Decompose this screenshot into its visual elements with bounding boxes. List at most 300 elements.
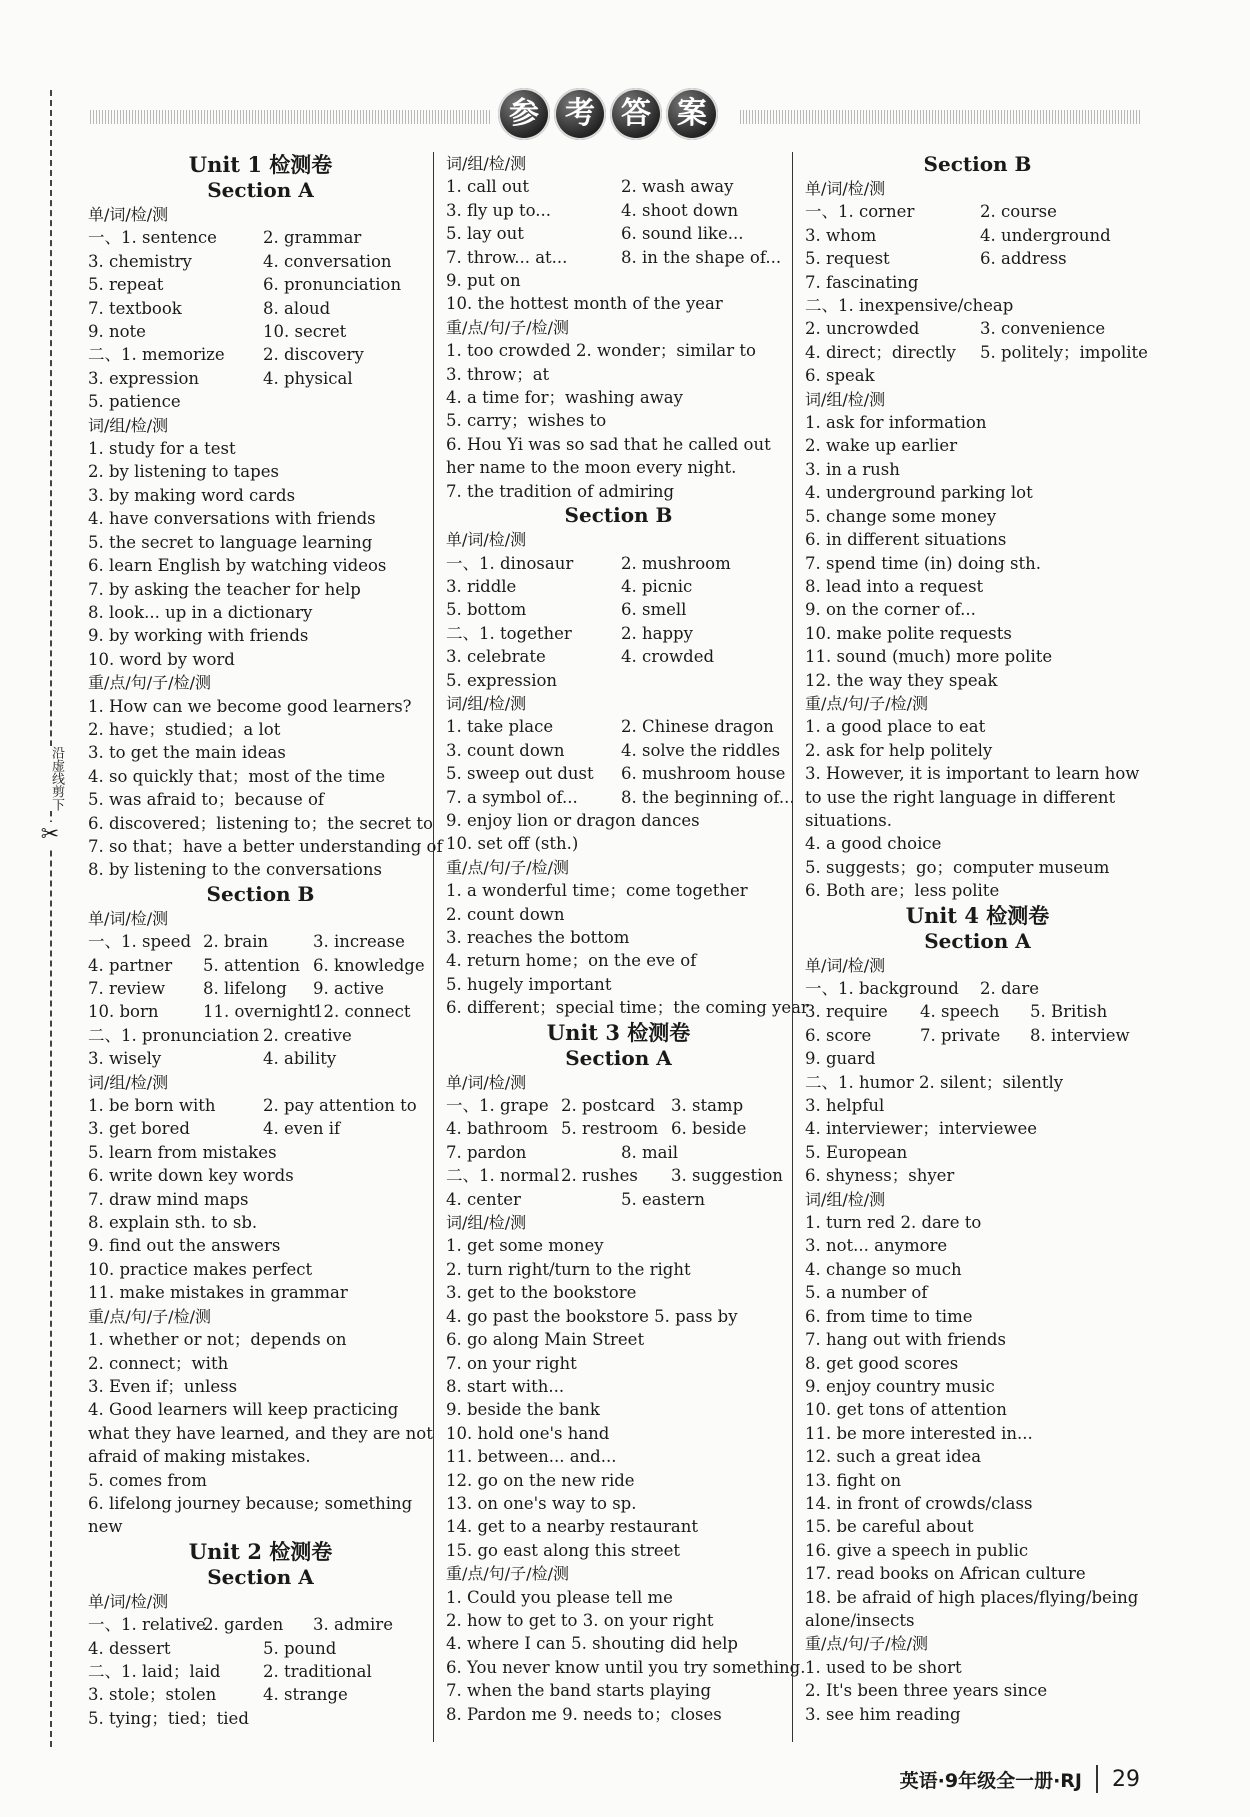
- answer-line: 7. hang out with friends: [805, 1330, 1006, 1350]
- subsection-label: 单/词/检/测: [805, 955, 886, 975]
- answer-line: 10. make polite requests: [805, 623, 1012, 643]
- answer-row: [446, 246, 791, 269]
- answer-line: 4. interviewer；interviewee: [805, 1119, 1038, 1139]
- answer-line: 4. where I can 5. shouting did help: [446, 1634, 738, 1654]
- footer-book-title: 英语·9年级全一册·RJ: [899, 1769, 1082, 1792]
- answer-line: 15. be careful about: [805, 1517, 974, 1537]
- answer-column-2: [446, 152, 809, 1726]
- subsection-label: 单/词/检/测: [446, 1072, 527, 1092]
- answer-row: [446, 1141, 791, 1164]
- subsection-label: 单/词/检/测: [88, 908, 169, 928]
- answer-item: 2. discovery: [263, 345, 364, 365]
- answer-line: 7. the tradition of admiring: [446, 481, 675, 501]
- answer-item: 3. stole；stolen: [88, 1685, 217, 1705]
- answer-row: [88, 297, 433, 320]
- answer-line: 6. lifelong journey because; something new: [88, 1493, 413, 1537]
- answer-row: [805, 1024, 1150, 1047]
- answer-line: 2. ask for help politely: [805, 740, 993, 760]
- answer-row: [446, 622, 791, 645]
- answer-line: 5. was afraid to；because of: [88, 790, 325, 810]
- answer-row: [805, 977, 1150, 1000]
- answer-item: 5. attention: [203, 955, 300, 975]
- answer-item: 4. even if: [263, 1119, 341, 1139]
- answer-row: [88, 226, 433, 249]
- answer-line: 9. put on: [446, 271, 521, 291]
- answer-line: 9. beside the bank: [446, 1400, 600, 1420]
- banner-char: 案: [666, 88, 718, 140]
- cut-label: 沿虚线剪下: [36, 746, 64, 811]
- answer-line: 6. in different situations: [805, 530, 1007, 550]
- answer-line: 7. so that；have a better understanding of: [88, 836, 443, 856]
- unit-heading: Unit 3 检测卷: [546, 1019, 691, 1045]
- answer-line: 17. read books on African culture: [805, 1564, 1086, 1584]
- answer-item: 11. overnight: [203, 1002, 316, 1022]
- answer-line: 7. spend time (in) doing sth.: [805, 553, 1041, 573]
- answer-line: 8. by listening to the conversations: [88, 860, 382, 880]
- answer-line: 2. connect；with: [88, 1353, 229, 1373]
- answer-line: 5. a number of: [805, 1283, 928, 1303]
- answer-item: 1. be born with: [88, 1096, 216, 1116]
- answer-line: 6. Both are；less polite: [805, 881, 1000, 901]
- answer-line: 18. be afraid of high places/flying/being alone/insects: [805, 1587, 1139, 1630]
- answer-item: 3. fly up to...: [446, 200, 552, 220]
- answer-item: 一、1. corner: [805, 202, 915, 222]
- answer-line: 4. a time for；washing away: [446, 388, 683, 408]
- answer-line: 二、1. inexpensive/cheap: [805, 296, 1014, 316]
- answer-row: [446, 598, 791, 621]
- title-banner: [90, 88, 1140, 148]
- answer-item: 10. secret: [263, 322, 347, 342]
- answer-column-1: [88, 152, 443, 1730]
- answer-line: 13. fight on: [805, 1470, 902, 1490]
- answer-item: 10. born: [88, 1002, 159, 1022]
- answer-line: 2. turn right/turn to the right: [446, 1259, 691, 1279]
- answer-item: 8. lifelong: [203, 979, 287, 998]
- answer-row: [88, 1024, 433, 1047]
- answer-line: 10. get tons of attention: [805, 1400, 1007, 1420]
- answer-line: 3. helpful: [805, 1096, 885, 1116]
- answer-line: 12. go on the new ride: [446, 1470, 635, 1490]
- unit-heading: Unit 1 检测卷: [188, 152, 333, 177]
- answer-line: 10. the hottest month of the year: [446, 294, 723, 314]
- answer-row: [446, 739, 791, 762]
- subsection-label: 词/组/检/测: [446, 1213, 527, 1233]
- answer-row: [88, 1117, 433, 1140]
- answer-row: [88, 1683, 433, 1706]
- subsection-label: 单/词/检/测: [88, 205, 169, 224]
- subsection-label: 词/组/检/测: [805, 1189, 886, 1209]
- answer-line: 6. go along Main Street: [446, 1330, 645, 1350]
- answer-row: [88, 954, 433, 977]
- answer-item: 12. connect: [313, 1002, 411, 1022]
- answer-row: [88, 1637, 433, 1660]
- answer-item: 5. politely；impolite: [980, 342, 1148, 362]
- answer-line: 8. get good scores: [805, 1353, 959, 1373]
- answer-item: 3. expression: [88, 368, 200, 388]
- answer-item: 5. repeat: [88, 275, 164, 295]
- answer-item: 二、1. memorize: [88, 345, 225, 365]
- answer-line: 5. tying；tied；tied: [88, 1708, 249, 1728]
- answer-line: 5. patience: [88, 392, 181, 412]
- answer-item: 4. partner: [88, 955, 173, 975]
- answer-line: 7. by asking the teacher for help: [88, 579, 361, 599]
- subsection-label: 重/点/句/子/检/测: [805, 693, 928, 713]
- answer-item: 4. solve the riddles: [621, 740, 781, 760]
- answer-item: 一、1. sentence: [88, 228, 217, 248]
- answer-line: 11. make mistakes in grammar: [88, 1283, 348, 1303]
- answer-line: 1. get some money: [446, 1236, 604, 1256]
- answer-item: 7. textbook: [88, 298, 182, 318]
- answer-item: 7. pardon: [446, 1142, 527, 1162]
- answer-item: 3. convenience: [980, 319, 1106, 339]
- subsection-label: 重/点/句/子/检/测: [446, 317, 569, 337]
- answer-row: [805, 317, 1150, 340]
- scissors-icon: ✂: [37, 822, 63, 847]
- unit-heading: Unit 2 检测卷: [188, 1538, 333, 1564]
- answer-line: 3. get to the bookstore: [446, 1283, 637, 1303]
- answer-line: 1. study for a test: [88, 439, 236, 459]
- banner-title: [498, 88, 728, 144]
- answer-item: 8. interview: [1030, 1025, 1130, 1045]
- answer-line: 9. on the corner of...: [805, 600, 976, 620]
- answer-line: 11. between... and...: [446, 1447, 617, 1467]
- subsection-label: 重/点/句/子/检/测: [446, 857, 569, 877]
- answer-line: 4. Good learners will keep practicing what they have learned, and they are not afraid of making mistakes.: [88, 1400, 433, 1467]
- answer-row: [88, 1000, 433, 1023]
- answer-line: 7. when the band starts playing: [446, 1681, 712, 1701]
- answer-item: 8. in the shape of...: [621, 247, 782, 267]
- answer-item: 3. suggestion: [671, 1166, 783, 1186]
- answer-line: 3. However, it is important to learn how to use the right language in different situations.: [805, 764, 1140, 830]
- answer-line: 3. to get the main ideas: [88, 743, 286, 763]
- answer-item: 7. a symbol of...: [446, 787, 578, 807]
- answer-row: [88, 367, 433, 390]
- answer-line: 6. write down key words: [88, 1166, 294, 1186]
- answer-row: [446, 199, 791, 222]
- footer-divider: [1096, 1765, 1098, 1793]
- answer-item: 一、1. speed: [88, 932, 192, 952]
- answer-item: 二、1. together: [446, 623, 572, 643]
- section-heading: Section B: [564, 503, 673, 528]
- answer-line: 1. too crowded 2. wonder；similar to: [446, 341, 756, 361]
- answer-item: 6. pronunciation: [263, 275, 402, 295]
- answer-line: 3. throw；at: [446, 364, 550, 384]
- answer-item: 4. conversation: [263, 251, 392, 271]
- answer-item: 3. count down: [446, 740, 565, 760]
- answer-line: 3. in a rush: [805, 459, 900, 479]
- answer-item: 2. Chinese dragon: [621, 717, 774, 737]
- answer-row: [446, 786, 795, 809]
- answer-line: 16. give a speech in public: [805, 1540, 1029, 1560]
- answer-line: 3. by making word cards: [88, 485, 296, 505]
- section-heading: Section B: [923, 152, 1032, 176]
- answer-item: 3. whom: [805, 225, 877, 245]
- answer-line: 6. discovered；listening to；the secret to: [88, 813, 433, 833]
- answer-item: 4. picnic: [621, 576, 693, 596]
- answer-line: 5. comes from: [88, 1470, 207, 1490]
- answer-item: 2. brain: [203, 932, 269, 952]
- answer-line: 8. Pardon me 9. needs to；closes: [446, 1704, 722, 1724]
- answer-line: 6. different；special time；the coming year: [446, 998, 809, 1018]
- answer-item: 5. eastern: [621, 1189, 705, 1209]
- answer-item: 6. mushroom house: [621, 764, 786, 784]
- answer-line: 6. You never know until you try something.: [446, 1657, 806, 1677]
- answer-line: 6. from time to time: [805, 1306, 973, 1326]
- answer-line: 5. expression: [446, 670, 558, 690]
- answer-item: 4. crowded: [621, 647, 715, 667]
- answer-item: 6. beside: [671, 1119, 747, 1139]
- subsection-label: 词/组/检/测: [88, 415, 169, 435]
- answer-line: 3. Even if；unless: [88, 1376, 238, 1396]
- answer-line: 6. Hou Yi was so sad that he called out her name to the moon every night.: [446, 434, 771, 478]
- answer-item: 8. the beginning of...: [621, 787, 795, 807]
- answer-item: 4. center: [446, 1189, 521, 1209]
- answer-line: 8. look... up in a dictionary: [88, 602, 313, 622]
- answer-line: 1. How can we become good learners?: [88, 696, 412, 716]
- answer-row: [88, 1613, 433, 1636]
- banner-char: 答: [610, 88, 662, 140]
- subsection-label: 重/点/句/子/检/测: [88, 1306, 211, 1326]
- answer-item: 二、1. laid；laid: [88, 1661, 221, 1681]
- answer-line: 13. on one's way to sp.: [446, 1493, 637, 1513]
- answer-row: [446, 1094, 791, 1117]
- answer-line: 10. word by word: [88, 649, 235, 669]
- answer-row: [88, 320, 433, 343]
- answer-line: 10. set off (sth.): [446, 834, 579, 854]
- answer-item: 4. speech: [920, 1002, 1000, 1022]
- answer-line: 14. get to a nearby restaurant: [446, 1517, 699, 1537]
- answer-item: 4. shoot down: [621, 200, 739, 220]
- answer-line: 5. learn from mistakes: [88, 1142, 277, 1162]
- subsection-label: 单/词/检/测: [88, 1591, 169, 1611]
- answer-item: 6. smell: [621, 600, 687, 620]
- answer-line: 4. have conversations with friends: [88, 509, 376, 529]
- subsection-label: 词/组/检/测: [805, 389, 886, 409]
- answer-item: 9. active: [313, 979, 385, 998]
- answer-item: 6. address: [980, 249, 1067, 269]
- section-heading: Section A: [565, 1045, 672, 1070]
- answer-line: 4. return home；on the eve of: [446, 951, 697, 971]
- answer-item: 1. take place: [446, 717, 554, 737]
- answer-item: 3. wisely: [88, 1049, 162, 1069]
- answer-line: 12. such a great idea: [805, 1447, 982, 1467]
- answer-item: 3. riddle: [446, 576, 517, 596]
- answer-row: [446, 552, 791, 575]
- answer-item: 2. postcard: [561, 1096, 656, 1116]
- answer-item: 2. rushes: [561, 1166, 638, 1186]
- answer-row: [805, 200, 1150, 223]
- answer-item: 一、1. dinosaur: [446, 553, 574, 573]
- answer-line: 6. speak: [805, 366, 875, 386]
- answer-line: 9. guard: [805, 1049, 876, 1069]
- answer-line: 4. so quickly that；most of the time: [88, 766, 386, 786]
- answer-row: [805, 341, 1150, 364]
- column-divider: [792, 152, 793, 1742]
- page-footer: [900, 1765, 1140, 1793]
- answer-line: 10. hold one's hand: [446, 1423, 610, 1443]
- answer-item: 4. ability: [263, 1049, 337, 1069]
- banner-stripe-left: [90, 110, 490, 124]
- page-number: 29: [1112, 1766, 1140, 1792]
- answer-item: 2. mushroom: [621, 553, 731, 573]
- answer-item: 5. request: [805, 249, 890, 269]
- answer-item: 4. dessert: [88, 1638, 171, 1658]
- answer-line: 3. see him reading: [805, 1704, 961, 1724]
- answer-item: 5. restroom: [561, 1119, 659, 1139]
- subsection-label: 重/点/句/子/检/测: [88, 673, 211, 693]
- answer-row: [805, 247, 1150, 270]
- answer-item: 2. creative: [263, 1025, 352, 1045]
- answer-item: 7. throw... at...: [446, 247, 568, 267]
- answer-line: 1. a good place to eat: [805, 717, 986, 737]
- answer-row: [446, 1188, 791, 1211]
- answer-line: 5. hugely important: [446, 974, 612, 994]
- answer-item: 2. uncrowded: [805, 319, 920, 339]
- answer-item: 一、1. background: [805, 979, 959, 998]
- answer-item: 6. knowledge: [313, 955, 425, 975]
- answer-item: 8. aloud: [263, 298, 331, 318]
- answer-item: 6. score: [805, 1025, 872, 1045]
- answer-item: 一、1. relative: [88, 1615, 206, 1635]
- answer-item: 2. garden: [203, 1615, 284, 1635]
- subsection-label: 词/组/检/测: [88, 1072, 169, 1092]
- answer-line: 8. start with...: [446, 1376, 565, 1396]
- answer-item: 3. celebrate: [446, 647, 546, 667]
- answer-row: [88, 343, 433, 366]
- subsection-label: 重/点/句/子/检/测: [446, 1564, 569, 1584]
- answer-line: 7. fascinating: [805, 272, 919, 292]
- answer-row: [446, 1117, 791, 1140]
- answer-row: [88, 977, 433, 1000]
- answer-line: 14. in front of crowds/class: [805, 1493, 1033, 1513]
- answer-row: [446, 1164, 791, 1187]
- answer-line: 9. find out the answers: [88, 1236, 281, 1256]
- answer-item: 二、1. normal: [446, 1166, 560, 1186]
- answer-line: 1. Could you please tell me: [446, 1587, 673, 1607]
- answer-line: 7. draw mind maps: [88, 1189, 249, 1209]
- banner-char: 考: [554, 88, 606, 140]
- answer-item: 9. note: [88, 322, 146, 342]
- answer-item: 一、1. grape: [446, 1096, 549, 1116]
- answer-line: 8. lead into a request: [805, 576, 984, 596]
- answer-line: 8. explain sth. to sb.: [88, 1213, 258, 1233]
- section-heading: Section A: [207, 178, 314, 202]
- answer-line: 11. sound (much) more polite: [805, 647, 1053, 667]
- answer-item: 4. direct；directly: [805, 342, 956, 362]
- answer-line: 11. be more interested in...: [805, 1423, 1033, 1443]
- cut-dashed-line: [50, 90, 52, 1747]
- subsection-label: 单/词/检/测: [446, 530, 527, 550]
- answer-item: 6. sound like...: [621, 224, 744, 244]
- answer-line: 9. enjoy country music: [805, 1376, 995, 1396]
- answer-row: [446, 715, 791, 738]
- answer-line: 1. ask for information: [805, 413, 987, 433]
- answer-line: 5. the secret to language learning: [88, 532, 373, 552]
- answer-item: 2. happy: [621, 623, 693, 643]
- answer-row: [805, 224, 1150, 247]
- unit-heading: Unit 4 检测卷: [905, 902, 1050, 928]
- answer-line: 6. learn English by watching videos: [88, 556, 387, 576]
- answer-item: 4. physical: [263, 368, 353, 388]
- answer-line: 12. the way they speak: [805, 670, 998, 690]
- subsection-label: 重/点/句/子/检/测: [805, 1634, 928, 1654]
- answer-row: [88, 1660, 433, 1683]
- answer-line: 2. It's been three years since: [805, 1681, 1048, 1701]
- answer-line: 2. count down: [446, 904, 565, 924]
- answer-item: 5. sweep out dust: [446, 764, 594, 784]
- answer-row: [446, 645, 791, 668]
- answer-item: 5. British: [1030, 1002, 1108, 1022]
- answer-row: [88, 1047, 433, 1070]
- answer-line: 1. turn red 2. dare to: [805, 1213, 982, 1233]
- section-heading: Section A: [924, 928, 1031, 953]
- banner-char: 参: [498, 88, 550, 140]
- answer-line: 二、1. humor 2. silent；silently: [805, 1072, 1064, 1092]
- answer-item: 3. get bored: [88, 1119, 190, 1139]
- subsection-label: 词/组/检/测: [446, 154, 527, 173]
- column-divider: [433, 152, 434, 1742]
- answer-item: 4. strange: [263, 1685, 348, 1705]
- answer-item: 3. admire: [313, 1615, 393, 1635]
- section-heading: Section B: [206, 881, 315, 906]
- answer-item: 5. lay out: [446, 224, 524, 244]
- answer-line: 5. change some money: [805, 506, 997, 526]
- answer-line: 4. change so much: [805, 1259, 962, 1279]
- answer-row: [88, 930, 433, 953]
- answer-line: 5. carry；wishes to: [446, 411, 607, 431]
- answer-line: 4. underground parking lot: [805, 483, 1033, 503]
- answer-row: [446, 762, 791, 785]
- answer-line: 4. go past the bookstore 5. pass by: [446, 1306, 738, 1326]
- answer-item: 7. private: [920, 1025, 1001, 1045]
- answer-line: 1. used to be short: [805, 1657, 962, 1677]
- answer-row: [88, 273, 433, 296]
- banner-stripe-right: [740, 110, 1140, 124]
- section-heading: Section A: [207, 1564, 314, 1589]
- answer-line: 6. shyness；shyer: [805, 1166, 955, 1186]
- answer-line: 5. European: [805, 1142, 908, 1162]
- answer-line: 1. a wonderful time；come together: [446, 881, 748, 901]
- answer-item: 3. increase: [313, 932, 405, 952]
- answer-line: 10. practice makes perfect: [88, 1259, 313, 1279]
- answer-line: 3. reaches the bottom: [446, 928, 630, 947]
- answer-item: 3. chemistry: [88, 251, 192, 271]
- answer-line: 1. whether or not；depends on: [88, 1330, 347, 1350]
- subsection-label: 单/词/检/测: [805, 179, 886, 198]
- answer-item: 2. pay attention to: [263, 1096, 417, 1116]
- answer-line: 2. how to get to 3. on your right: [446, 1610, 714, 1630]
- answer-item: 5. bottom: [446, 600, 527, 620]
- answer-item: 2. traditional: [263, 1661, 372, 1681]
- answer-item: 4. bathroom: [446, 1119, 549, 1139]
- answer-item: 2. wash away: [621, 177, 734, 197]
- answer-row: [446, 175, 791, 198]
- answer-line: 3. not... anymore: [805, 1236, 948, 1256]
- answer-line: 2. have；studied；a lot: [88, 719, 281, 739]
- answer-line: 2. wake up earlier: [805, 436, 958, 456]
- answer-row: [88, 250, 433, 273]
- answer-item: 7. review: [88, 979, 166, 998]
- answer-line: 9. by working with friends: [88, 626, 309, 646]
- answer-item: 2. course: [980, 202, 1057, 222]
- answer-item: 3. stamp: [671, 1096, 744, 1116]
- answer-row: [446, 222, 791, 245]
- answer-row: [805, 1000, 1150, 1023]
- answer-item: 8. mail: [621, 1142, 679, 1162]
- answer-line: 5. suggests；go；computer museum: [805, 857, 1110, 877]
- answer-column-3: [805, 152, 1150, 1726]
- answer-row: [88, 1094, 433, 1117]
